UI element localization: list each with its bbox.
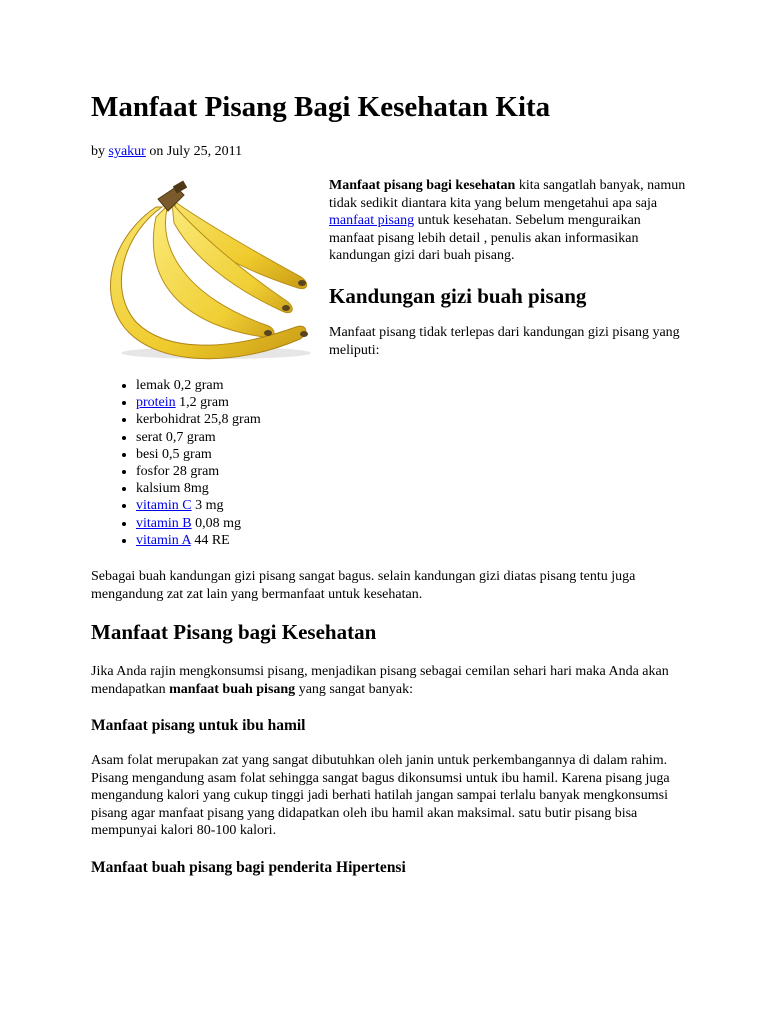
nutrient-value: 0,08 mg	[191, 515, 242, 531]
benefit-intro	[91, 663, 691, 698]
intro-text-1: kita sangatlah banyak, namun tidak sedikit diantara kita yang belum mengetahui apa saja	[329, 178, 686, 211]
nutrient-value: fosfor 28 gram	[136, 464, 220, 480]
ibu-hamil-paragraph: Asam folat merupakan zat yang sangat dibutuhkan oleh janin untuk perkembangannya di dalam rahim. Pisang mengandung asam folat sehingga sangat bagus dikonsumsi untuk ibu hamil. Karena pisang juga mengandung kalori yang cukup tinggi jadi berhati hatilah jangan sampai terlalu banyak mengkonsumsi pisang agar manfaat pisang yang didapatkan oleh ibu hamil akan maksimal. satu butir pisang bisa mempunyai kalori 80-100 kalori.	[91, 753, 670, 838]
nutrient-item	[136, 411, 261, 428]
benefit-text-1: Jika Anda rajin mengkonsumsi pisang, menjadikan pisang sebagai cemilan sehari hari maka Anda akan mendapatkan	[91, 664, 669, 697]
nutrient-value: kerbohidrat 25,8 gram	[136, 412, 261, 428]
intro-bold: Manfaat pisang bagi kesehatan	[329, 178, 516, 193]
nutrient-link[interactable]: vitamin C	[136, 498, 192, 514]
section-heading-manfaat: Manfaat Pisang bagi Kesehatan	[91, 620, 377, 644]
byline-date: on July 25, 2011	[145, 144, 243, 159]
subheading-hipertensi: Manfaat buah pisang bagi penderita Hipertensi	[91, 859, 406, 876]
byline-prefix: by	[91, 144, 109, 159]
nutrient-item	[136, 515, 261, 532]
nutrient-list	[91, 377, 261, 549]
nutrient-item	[136, 532, 261, 549]
section-intro: Manfaat pisang tidak terlepas dari kandungan gizi pisang yang meliputi:	[329, 325, 680, 358]
nutrient-item	[136, 377, 261, 394]
nutrient-value: besi 0,5 gram	[136, 446, 212, 462]
author-link[interactable]: syakur	[108, 144, 146, 159]
banana-bunch-image	[96, 177, 328, 364]
page-title: Manfaat Pisang Bagi Kesehatan Kita	[91, 91, 551, 123]
intro-text-2: untuk kesehatan. Sebelum menguraikan manfaat pisang lebih detail , penulis akan informasikan kandungan gizi dari buah pisang.	[329, 213, 641, 263]
nutrition-summary: Sebagai buah kandungan gizi pisang sangat bagus. selain kandungan gizi diatas pisang tentu juga mengandung zat zat lain yang bermanfaat untuk kesehatan.	[91, 569, 636, 602]
nutrient-link[interactable]: vitamin A	[136, 532, 191, 548]
nutrient-link[interactable]: protein	[136, 395, 176, 411]
nutrient-item	[136, 394, 261, 411]
nutrient-value: 44 RE	[190, 532, 230, 548]
benefit-bold: manfaat buah pisang	[169, 681, 296, 697]
nutrient-value: lemak 0,2 gram	[136, 378, 224, 393]
nutrient-value: 1,2 gram	[175, 395, 229, 411]
manfaat-pisang-link[interactable]: manfaat pisang	[329, 213, 415, 228]
nutrient-value: kalsium 8mg	[136, 481, 209, 497]
nutrient-link[interactable]: vitamin B	[136, 515, 192, 531]
byline	[91, 143, 242, 160]
benefit-text-2: yang sangat banyak:	[295, 681, 413, 697]
nutrient-item	[136, 446, 261, 463]
section-heading-kandungan: Kandungan gizi buah pisang	[329, 284, 587, 308]
intro-paragraph	[329, 177, 689, 265]
nutrient-value: 3 mg	[191, 498, 224, 514]
nutrient-item	[136, 497, 261, 514]
nutrient-item	[136, 429, 261, 446]
nutrient-item	[136, 463, 261, 480]
subheading-ibu-hamil: Manfaat pisang untuk ibu hamil	[91, 717, 306, 734]
nutrient-item	[136, 480, 261, 497]
banana-icon	[96, 177, 328, 364]
nutrient-value: serat 0,7 gram	[136, 429, 216, 445]
